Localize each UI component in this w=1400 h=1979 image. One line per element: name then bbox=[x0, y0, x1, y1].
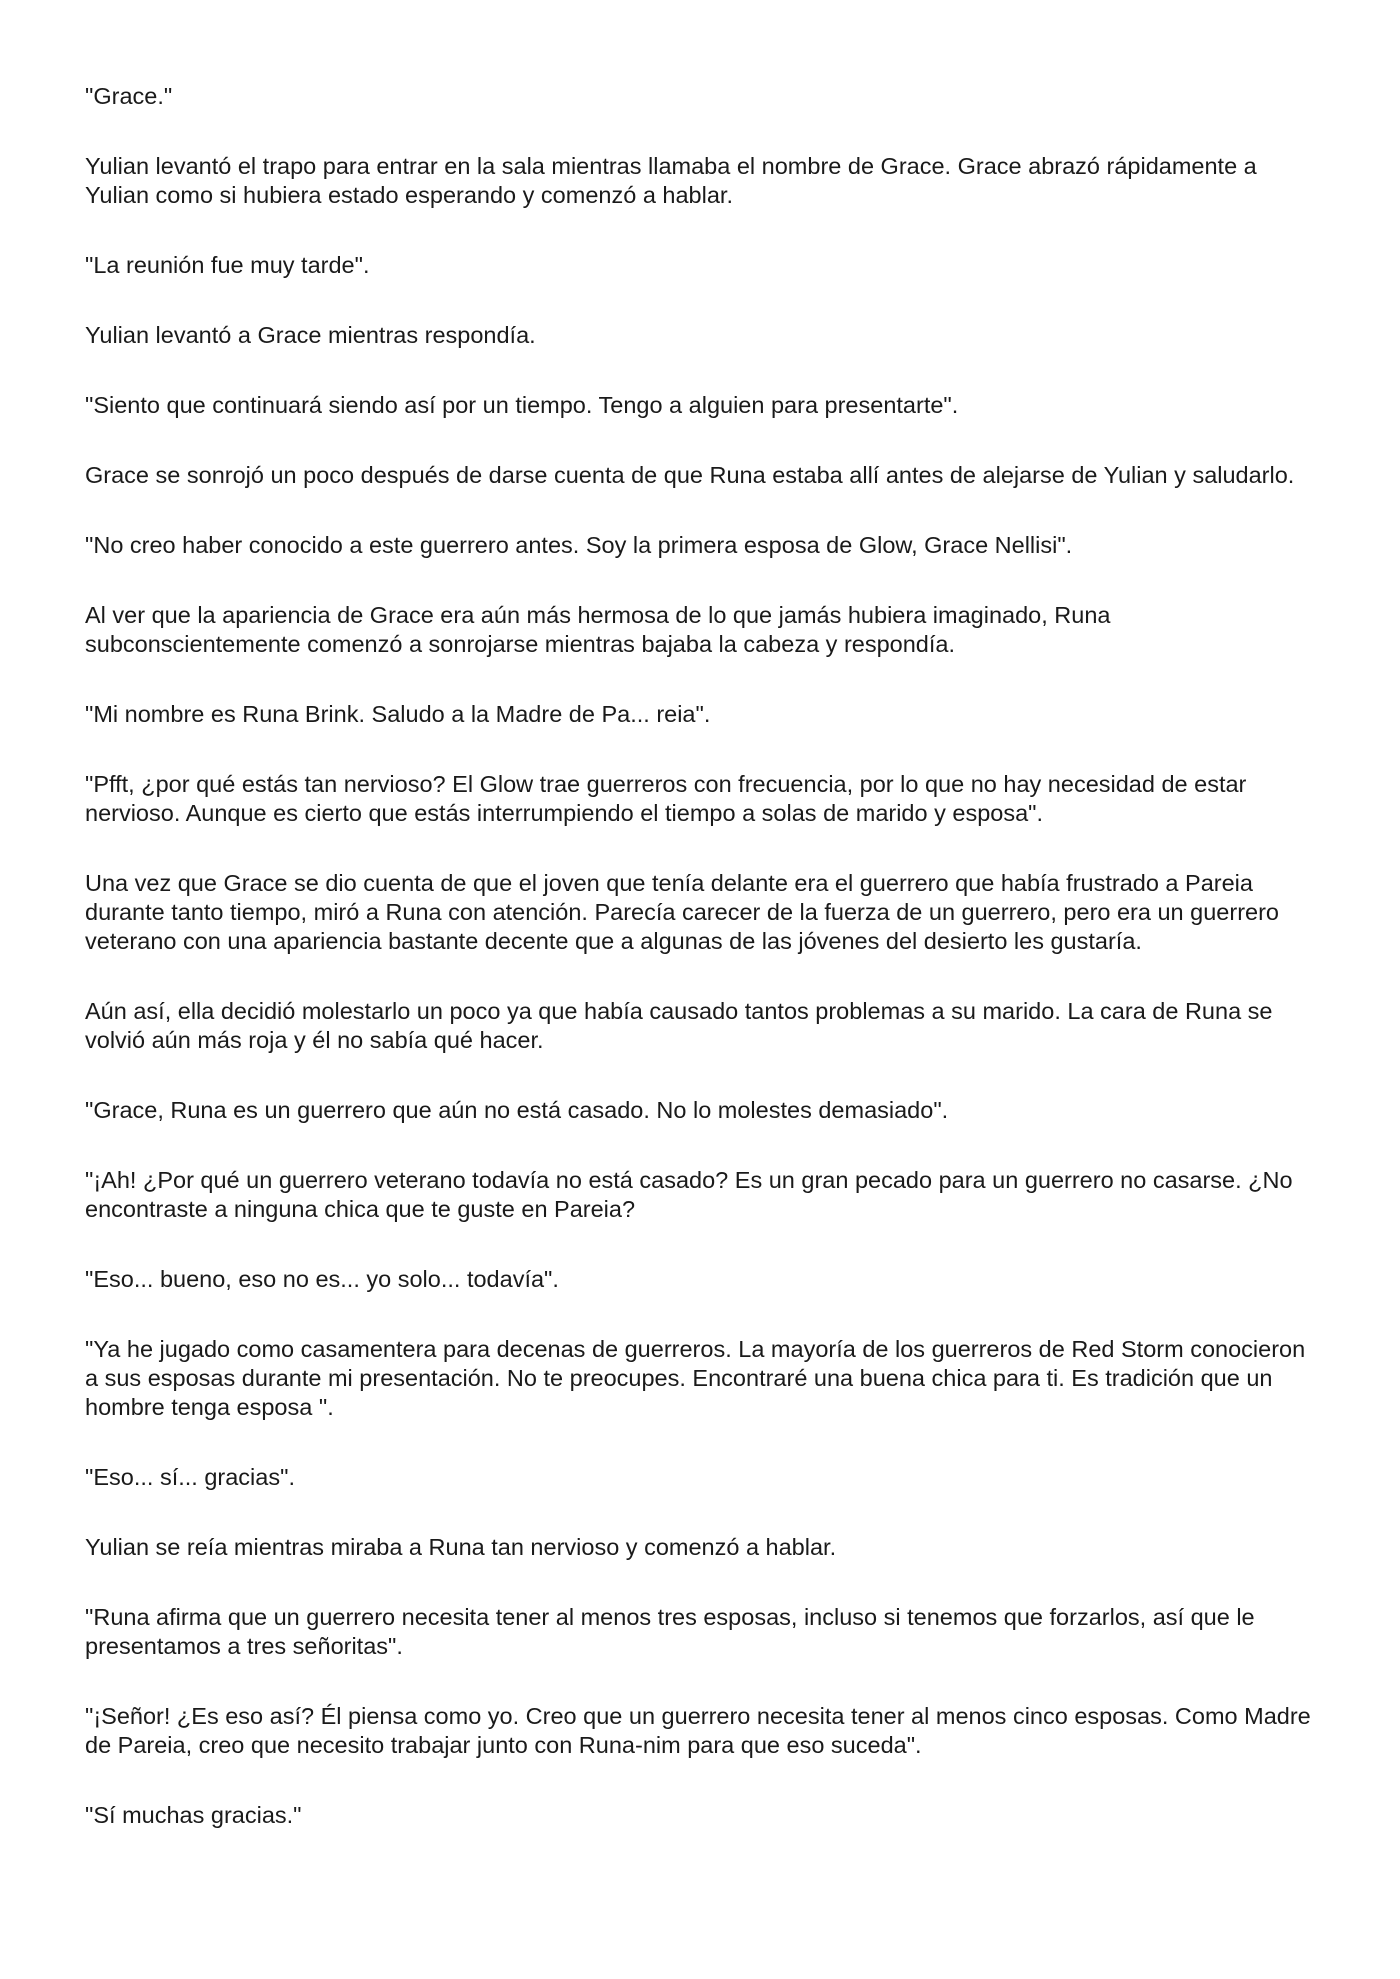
paragraph: "Eso... bueno, eso no es... yo solo... todavía". bbox=[85, 1266, 559, 1292]
paragraph: "¡Señor! ¿Es eso así? Él piensa como yo. Creo que un guerrero necesita tener al menos cinco esposas. Como Madre de Pareia, creo que necesito trabajar junto con Runa-nim para que eso suceda". bbox=[85, 1703, 1311, 1758]
paragraph: "Eso... sí... gracias". bbox=[85, 1464, 295, 1490]
paragraph: "Siento que continuará siendo así por un tiempo. Tengo a alguien para presentarte". bbox=[85, 392, 959, 418]
paragraph: "Runa afirma que un guerrero necesita tener al menos tres esposas, incluso si tenemos que forzarlos, así que le presentamos a tres señoritas". bbox=[85, 1604, 1255, 1659]
paragraph: "La reunión fue muy tarde". bbox=[85, 252, 370, 278]
paragraph: Grace se sonrojó un poco después de darse cuenta de que Runa estaba allí antes de alejarse de Yulian y saludarlo. bbox=[85, 462, 1295, 488]
paragraph: "Mi nombre es Runa Brink. Saludo a la Madre de Pa... reia". bbox=[85, 701, 711, 727]
paragraph: "No creo haber conocido a este guerrero antes. Soy la primera esposa de Glow, Grace Nellisi". bbox=[85, 532, 1073, 558]
paragraph: Al ver que la apariencia de Grace era aún más hermosa de lo que jamás hubiera imaginado, Runa subconscientemente comenzó a sonrojarse mientras bajaba la cabeza y respondía. bbox=[85, 602, 1111, 657]
paragraph: Yulian levantó el trapo para entrar en la sala mientras llamaba el nombre de Grace. Grace abrazó rápidamente a Yulian como si hubiera estado esperando y comenzó a hablar. bbox=[85, 153, 1257, 208]
paragraph: "Sí muchas gracias." bbox=[85, 1802, 302, 1828]
paragraph: Aún así, ella decidió molestarlo un poco ya que había causado tantos problemas a su marido. La cara de Runa se volvió aún más roja y él no sabía qué hacer. bbox=[85, 998, 1273, 1053]
paragraph: "Grace, Runa es un guerrero que aún no está casado. No lo molestes demasiado". bbox=[85, 1097, 949, 1123]
paragraph: "Pfft, ¿por qué estás tan nervioso? El Glow trae guerreros con frecuencia, por lo que no hay necesidad de estar nervioso. Aunque es cierto que estás interrumpiendo el tiempo a solas de marido y esposa". bbox=[85, 771, 1247, 826]
paragraph: "Ya he jugado como casamentera para decenas de guerreros. La mayoría de los guerreros de Red Storm conocieron a sus esposas durante mi presentación. No te preocupes. Encontraré una buena chica para ti. Es tradición que un hombre tenga esposa ". bbox=[85, 1336, 1306, 1420]
paragraph: Una vez que Grace se dio cuenta de que el joven que tenía delante era el guerrero que había frustrado a Pareia durante tanto tiempo, miró a Runa con atención. Parecía carecer de la fuerza de un guerrero, pero era un guerrero veterano con una apariencia bastante decente que a algunas de las jóvenes del desierto les gustaría. bbox=[85, 870, 1279, 954]
paragraph: Yulian levantó a Grace mientras respondía. bbox=[85, 322, 536, 348]
paragraph: "¡Ah! ¿Por qué un guerrero veterano todavía no está casado? Es un gran pecado para un guerrero no casarse. ¿No encontraste a ninguna chica que te guste en Pareia? bbox=[85, 1167, 1293, 1222]
paragraph: "Grace." bbox=[85, 83, 173, 109]
paragraph: Yulian se reía mientras miraba a Runa tan nervioso y comenzó a hablar. bbox=[85, 1534, 837, 1560]
document-page bbox=[85, 82, 1320, 1871]
